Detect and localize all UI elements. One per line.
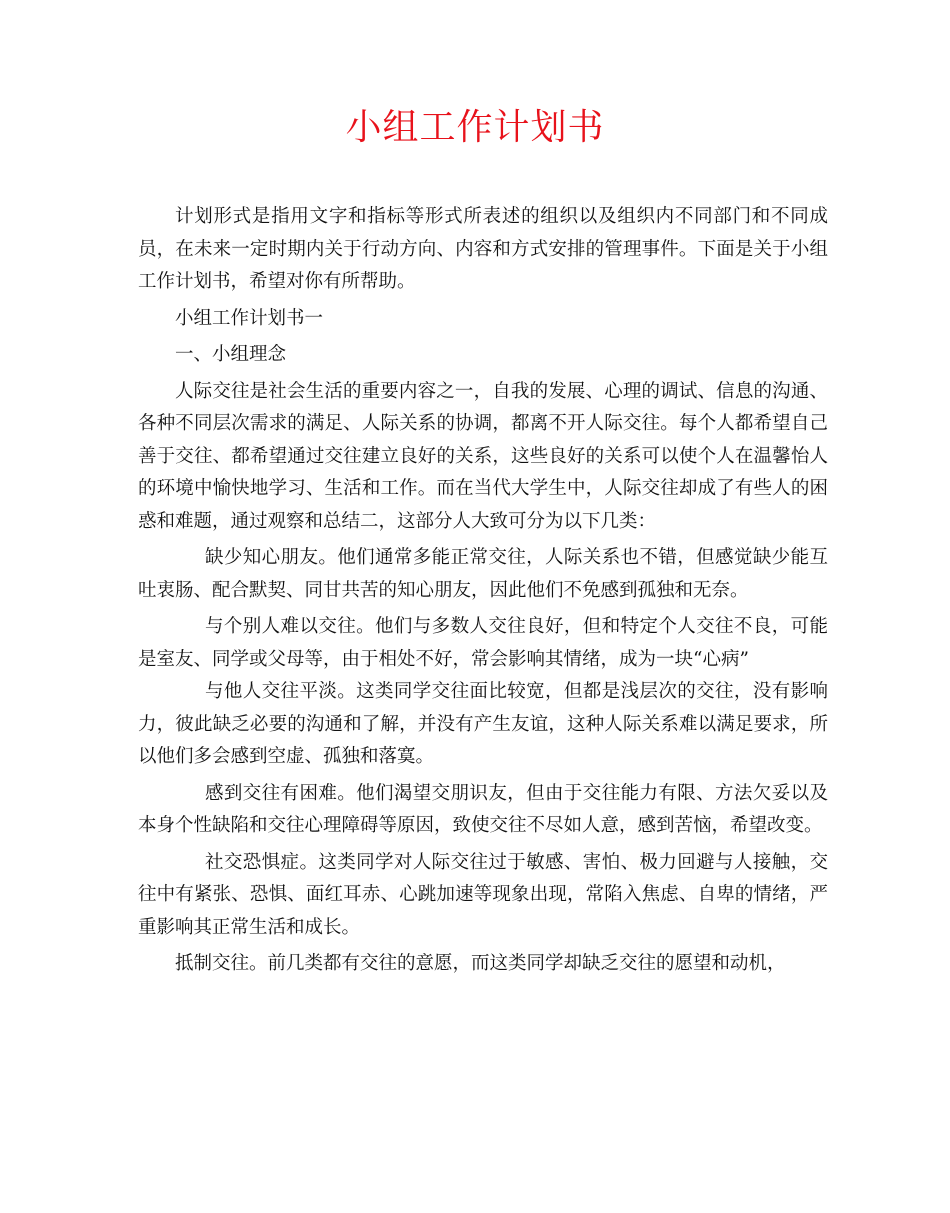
list-item-paragraph: 与他人交往平淡。这类同学交往面比较宽，但都是浅层次的交往，没有影响力，彼此缺乏必要的沟通和了解，并没有产生友谊，这种人际关系难以满足要求，所以他们多会感到空虚、孤独和落寞。 (138, 681, 828, 767)
list-item-paragraph: 与个别人难以交往。他们与多数人交往良好，但和特定个人交往不良，可能是室友、同学或父母等，由于相处不好，常会影响其情绪，成为一块“心病” (138, 616, 828, 670)
body-paragraph: 人际交往是社会生活的重要内容之一，自我的发展、心理的调试、信息的沟通、各种不同层次需求的满足、人际关系的协调，都离不开人际交往。每个人都希望自己善于交往、都希望通过交往建立良好的关系，这些良好的关系可以使个人在温馨怡人的环境中愉快地学习、生活和工作。而在当代大学生中，人际交往却成了有些人的困惑和难题，通过观察和总结二，这部分人大致可分为以下几类： (138, 380, 828, 532)
subsection-heading: 一、小组理念 (175, 344, 287, 365)
document-body (138, 201, 828, 981)
document-title: 小组工作计划书 (345, 107, 605, 148)
list-item-paragraph: 社交恐惧症。这类同学对人际交往过于敏感、害怕、极力回避与人接触，交往中有紧张、恐惧、面红耳赤、心跳加速等现象出现，常陷入焦虑、自卑的情绪，严重影响其正常生活和成长。 (138, 851, 828, 938)
list-item-paragraph: 感到交往有困难。他们渴望交朋识友，但由于交往能力有限、方法欠妥以及本身个性缺陷和交往心理障碍等原因，致使交往不尽如人意，感到苦恼，希望改变。 (138, 782, 828, 836)
section-heading: 小组工作计划书一 (175, 307, 324, 329)
list-item-paragraph: 缺少知心朋友。他们通常多能正常交往，人际关系也不错，但感觉缺少能互吐衷肠、配合默契、同甘共苦的知心朋友，因此他们不免感到孤独和无奈。 (138, 547, 828, 601)
intro-paragraph: 计划形式是指用文字和指标等形式所表述的组织以及组织内不同部门和不同成员，在未来一定时期内关于行动方向、内容和方式安排的管理事件。下面是关于小组工作计划书，希望对你有所帮助。 (138, 206, 828, 292)
list-item-paragraph: 抵制交往。前几类都有交往的意愿，而这类同学却缺乏交往的愿望和动机， (175, 953, 786, 974)
